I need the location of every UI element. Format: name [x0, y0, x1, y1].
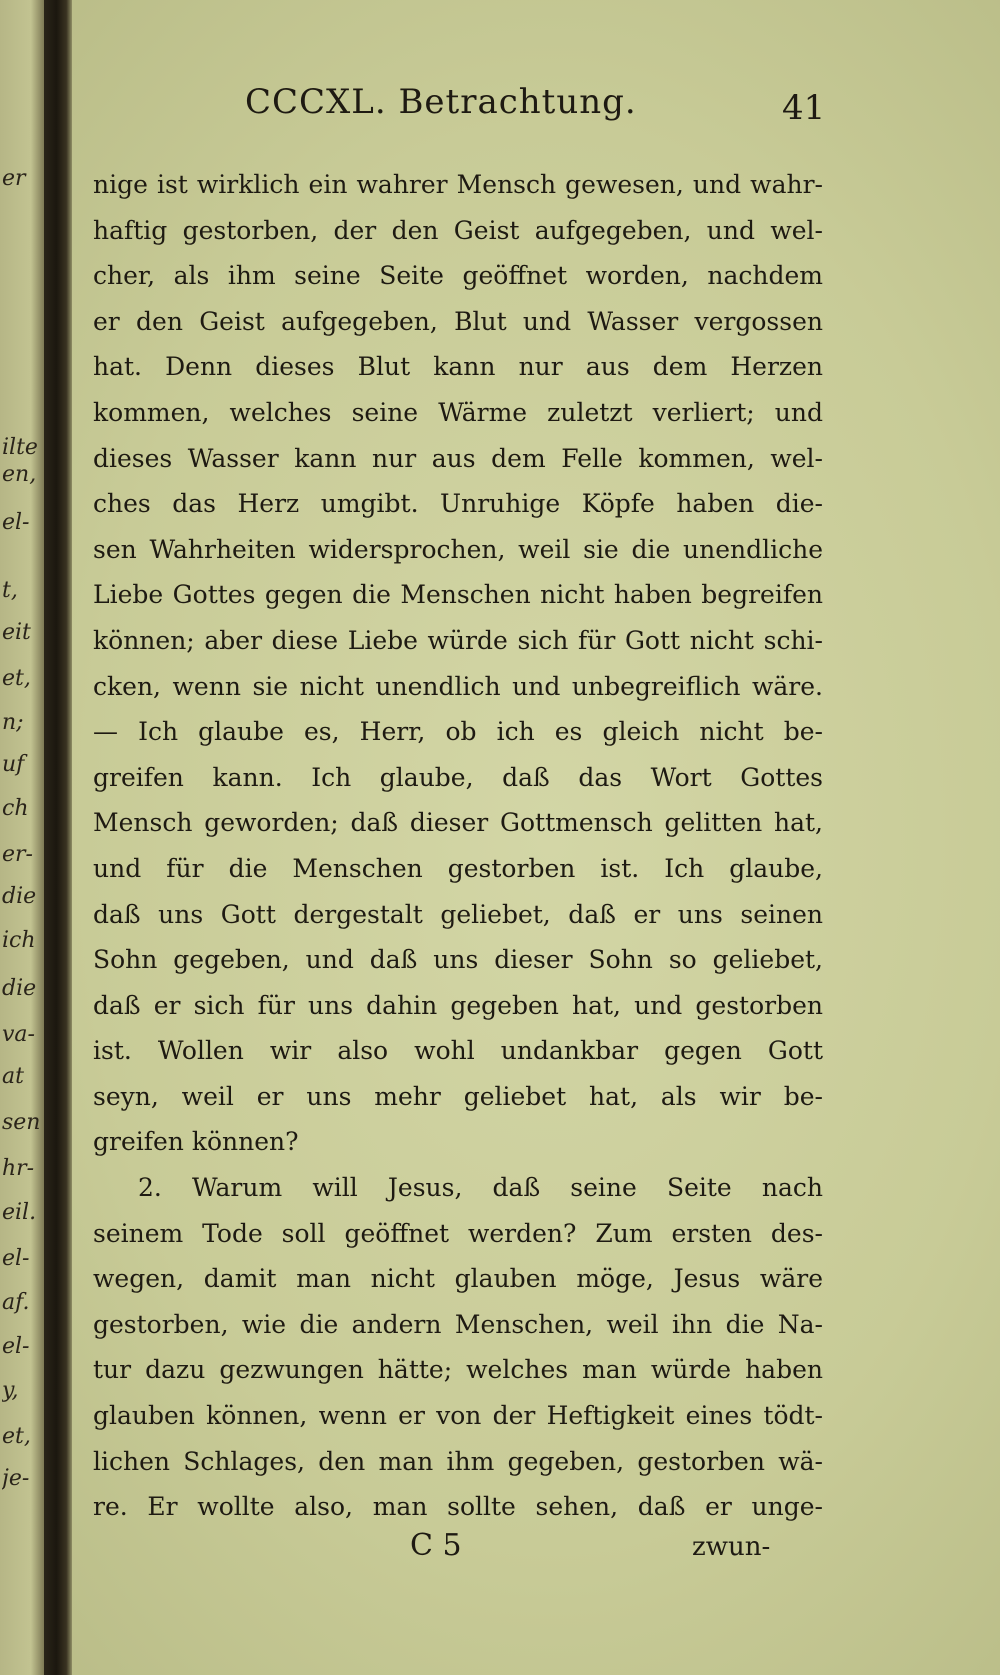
text-line: ist. Wollen wir also wohl undankbar gegen Gott — [93, 1036, 823, 1066]
text-line: tur dazu gezwungen hätte; welches man würde haben — [93, 1355, 823, 1385]
margin-fragment: sen — [2, 1110, 41, 1135]
text-line: ches das Herz umgibt. Unruhige Köpfe haben die- — [93, 489, 823, 519]
margin-fragment: at — [2, 1064, 24, 1089]
text-line: gestorben, wie die andern Menschen, weil ihn die Na- — [93, 1309, 823, 1339]
text-line: daß uns Gott dergestalt geliebet, daß er uns seinen — [93, 899, 823, 929]
text-line: 2. Warum will Jesus, daß seine Seite nach — [138, 1173, 823, 1203]
margin-fragment: die — [2, 976, 37, 1001]
margin-fragment: en, — [2, 462, 37, 487]
margin-fragment: hr- — [2, 1156, 35, 1181]
text-line: haftig gestorben, der den Geist aufgegeben, und wel- — [93, 215, 823, 245]
text-line: — Ich glaube es, Herr, ob ich es gleich nicht be- — [93, 717, 823, 747]
text-line: dieses Wasser kann nur aus dem Felle kommen, wel- — [93, 443, 823, 473]
book-gutter — [44, 0, 72, 1675]
margin-fragment: va- — [2, 1022, 35, 1047]
margin-fragment: el- — [2, 1246, 30, 1271]
margin-fragment: eil. — [2, 1200, 37, 1225]
margin-fragment: ch — [2, 796, 29, 821]
running-title: CCCXL. Betrachtung. — [245, 82, 637, 122]
text-line: re. Er wollte also, man sollte sehen, daß er unge- — [93, 1492, 823, 1522]
margin-fragment: af. — [2, 1290, 30, 1315]
margin-fragment: y, — [2, 1378, 19, 1403]
text-line: wegen, damit man nicht glauben möge, Jesus wäre — [93, 1264, 823, 1294]
text-line: und für die Menschen gestorben ist. Ich glaube, — [93, 853, 823, 883]
margin-fragment: et, — [2, 1424, 31, 1449]
margin-fragment: er — [2, 166, 26, 191]
text-line: daß er sich für uns dahin gegeben hat, und gestorben — [93, 990, 823, 1020]
margin-fragment: er- — [2, 842, 33, 867]
text-line: Mensch geworden; daß dieser Gottmensch gelitten hat, — [93, 808, 823, 838]
margin-fragment: el- — [2, 510, 30, 535]
signature-mark: C 5 — [410, 1528, 462, 1563]
text-line: können; aber diese Liebe würde sich für Gott nicht schi- — [93, 625, 823, 655]
text-line: Liebe Gottes gegen die Menschen nicht haben begreifen — [93, 580, 823, 610]
text-line: cher, als ihm seine Seite geöffnet worden, nachdem — [93, 261, 823, 291]
margin-fragment: ilte — [2, 435, 38, 460]
margin-fragment: t, — [2, 578, 18, 603]
body-text — [93, 162, 823, 1530]
text-line: sen Wahrheiten widersprochen, weil sie die unendliche — [93, 534, 823, 564]
margin-fragment: ich — [2, 928, 36, 953]
margin-fragment: eit — [2, 620, 31, 645]
margin-fragment: el- — [2, 1334, 30, 1359]
text-line: er den Geist aufgegeben, Blut und Wasser vergossen — [93, 306, 823, 336]
text-line: hat. Denn dieses Blut kann nur aus dem Herzen — [93, 352, 823, 382]
text-line: seinem Tode soll geöffnet werden? Zum ersten des- — [93, 1218, 823, 1248]
margin-fragment: et, — [2, 666, 31, 691]
text-line: nige ist wirklich ein wahrer Mensch gewesen, und wahr- — [93, 170, 823, 199]
margin-fragment: die — [2, 884, 37, 909]
catchword: zwun- — [692, 1532, 771, 1562]
text-line: lichen Schlages, den man ihm gegeben, gestorben wä- — [93, 1446, 823, 1476]
margin-fragment: n; — [2, 710, 24, 735]
text-line: Sohn gegeben, und daß uns dieser Sohn so geliebet, — [93, 945, 823, 975]
text-line: greifen kann. Ich glaube, daß das Wort Gottes — [93, 762, 823, 792]
text-line: cken, wenn sie nicht unendlich und unbegreiflich wäre. — [93, 671, 823, 701]
text-line: glauben können, wenn er von der Heftigkeit eines tödt- — [93, 1401, 823, 1431]
margin-fragment: je- — [2, 1466, 30, 1491]
text-line: kommen, welches seine Wärme zuletzt verliert; und — [93, 397, 823, 427]
text-line: greifen können? — [93, 1127, 299, 1157]
margin-fragment: uf — [2, 752, 25, 777]
text-line: seyn, weil er uns mehr geliebet hat, als wir be- — [93, 1081, 823, 1111]
page-number: 41 — [782, 88, 826, 128]
